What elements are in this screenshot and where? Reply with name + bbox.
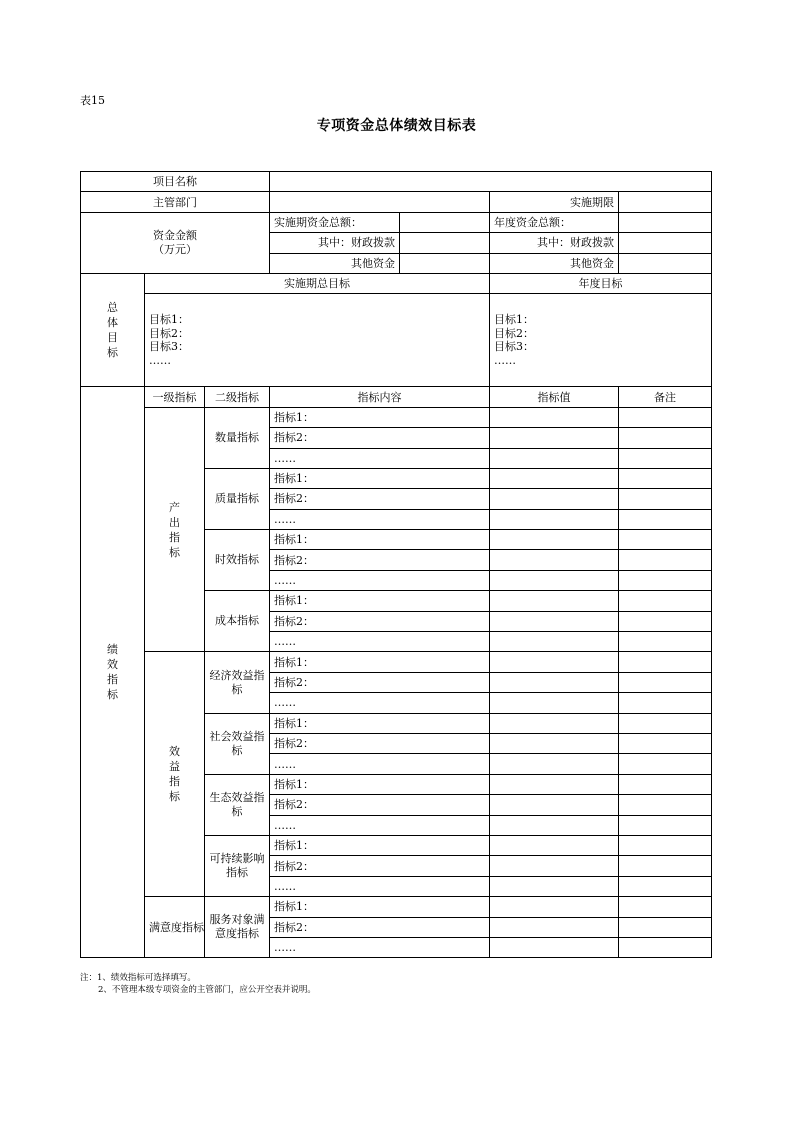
indicator-content-cell[interactable]: 指标1： (270, 530, 490, 550)
indicator-value-cell[interactable] (490, 611, 619, 631)
indicator-remark-cell[interactable] (619, 754, 712, 774)
indicator-remark-cell[interactable] (619, 835, 712, 855)
indicator-remark-cell[interactable] (619, 774, 712, 794)
indicator-remark-cell[interactable] (619, 448, 712, 468)
row-funds-total (81, 212, 712, 232)
label-other-period: 其他资金 (270, 253, 400, 273)
indicator-content-cell[interactable]: 指标2： (270, 489, 490, 509)
indicator-side-char: 绩 (107, 643, 118, 657)
indicator-remark-cell[interactable] (619, 815, 712, 835)
indicator-value-cell[interactable] (490, 632, 619, 652)
indicator-remark-cell[interactable] (619, 428, 712, 448)
level1-indicator-satisfaction: 满意度指标 (145, 897, 205, 958)
indicator-value-cell[interactable] (490, 815, 619, 835)
indicator-remark-cell[interactable] (619, 632, 712, 652)
indicator-remark-cell[interactable] (619, 713, 712, 733)
row-project-name (81, 172, 712, 192)
level2-indicator: 质量指标 (205, 468, 270, 529)
indicator-remark-cell[interactable] (619, 509, 712, 529)
value-other-period[interactable] (400, 253, 490, 273)
value-fiscal-annual[interactable] (619, 233, 712, 253)
table-body (81, 172, 712, 958)
indicator-content-cell[interactable]: 指标2： (270, 733, 490, 753)
header-remark: 备注 (619, 387, 712, 407)
level2-indicator: 生态效益指标 (205, 774, 270, 835)
level1-char: 益 (169, 760, 180, 774)
indicator-remark-cell[interactable] (619, 795, 712, 815)
level1-indicator-1 (145, 652, 205, 897)
indicator-value-cell[interactable] (490, 489, 619, 509)
indicator-content-cell[interactable]: …… (270, 693, 490, 713)
indicator-remark-cell[interactable] (619, 570, 712, 590)
goal-item: …… (494, 353, 517, 367)
indicator-content-cell[interactable]: 指标1： (270, 652, 490, 672)
footnote-2: 2、不管理本级专项资金的主管部门，应公开空表并说明。 (98, 985, 316, 995)
indicator-remark-cell[interactable] (619, 652, 712, 672)
indicator-remark-cell[interactable] (619, 407, 712, 427)
level1-char: 标 (169, 545, 180, 559)
performance-target-table (80, 171, 712, 958)
indicator-value-cell[interactable] (490, 754, 619, 774)
indicator-value-cell[interactable] (490, 835, 619, 855)
annual-goal-header: 年度目标 (490, 273, 712, 293)
level1-indicator-0 (145, 407, 205, 652)
value-project-name[interactable] (270, 172, 712, 192)
label-funds (81, 212, 270, 273)
indicator-content-cell[interactable]: 指标2： (270, 550, 490, 570)
label-annual-funds: 年度资金总额： (490, 212, 619, 232)
value-department[interactable] (270, 192, 490, 212)
indicator-value-cell[interactable] (490, 774, 619, 794)
indicator-value-cell[interactable] (490, 550, 619, 570)
label-total-period-funds: 实施期资金总额： (270, 212, 400, 232)
indicator-remark-cell[interactable] (619, 672, 712, 692)
indicator-remark-cell[interactable] (619, 917, 712, 937)
performance-indicator-side-label (81, 387, 145, 958)
goal-side-char: 体 (107, 316, 118, 330)
period-goal-content[interactable] (145, 294, 490, 387)
indicator-value-cell[interactable] (490, 856, 619, 876)
indicator-value-cell[interactable] (490, 428, 619, 448)
level2-indicator: 可持续影响指标 (205, 835, 270, 896)
label-period: 实施期限 (490, 192, 619, 212)
level2-indicator: 成本指标 (205, 591, 270, 652)
level1-char: 产 (169, 500, 180, 514)
indicator-remark-cell[interactable] (619, 468, 712, 488)
indicator-content-cell[interactable]: 指标1： (270, 468, 490, 488)
indicator-value-cell[interactable] (490, 530, 619, 550)
indicator-content-cell[interactable]: …… (270, 815, 490, 835)
indicator-content-cell[interactable]: …… (270, 570, 490, 590)
indicator-value-cell[interactable] (490, 713, 619, 733)
indicator-remark-cell[interactable] (619, 611, 712, 631)
indicator-content-cell[interactable]: …… (270, 509, 490, 529)
indicator-value-cell[interactable] (490, 917, 619, 937)
table-row (81, 652, 712, 672)
header-level2: 二级指标 (205, 387, 270, 407)
indicator-value-cell[interactable] (490, 468, 619, 488)
indicator-value-cell[interactable] (490, 795, 619, 815)
indicator-value-cell[interactable] (490, 448, 619, 468)
indicator-content-cell[interactable]: …… (270, 448, 490, 468)
footnotes (80, 972, 316, 996)
indicator-content-cell[interactable]: 指标2： (270, 917, 490, 937)
indicator-content-cell[interactable]: 指标1： (270, 407, 490, 427)
level2-indicator: 时效指标 (205, 530, 270, 591)
value-other-annual[interactable] (619, 253, 712, 273)
value-period[interactable] (619, 192, 712, 212)
indicator-content-cell[interactable]: 指标2： (270, 795, 490, 815)
table-row (81, 407, 712, 427)
goal-item: 目标3： (494, 340, 535, 354)
indicator-remark-cell[interactable] (619, 550, 712, 570)
level1-char: 指 (169, 775, 180, 789)
indicator-remark-cell[interactable] (619, 876, 712, 896)
goal-side-char: 总 (107, 301, 118, 315)
table-number: 表15 (80, 94, 105, 107)
period-goal-header: 实施期总目标 (145, 273, 490, 293)
indicator-remark-cell[interactable] (619, 591, 712, 611)
indicator-value-cell[interactable] (490, 672, 619, 692)
header-value: 指标值 (490, 387, 619, 407)
row-goal-content (81, 294, 712, 387)
goal-item: 目标3： (149, 340, 189, 354)
label-other-annual: 其他资金 (490, 253, 619, 273)
label-fiscal-annual: 其中：财政拨款 (490, 233, 619, 253)
indicator-value-cell[interactable] (490, 652, 619, 672)
level2-indicator: 数量指标 (205, 407, 270, 468)
value-annual-funds[interactable] (619, 212, 712, 232)
indicator-content-cell[interactable]: 指标1： (270, 713, 490, 733)
header-content: 指标内容 (270, 387, 490, 407)
goal-side-char: 目 (107, 331, 118, 345)
indicator-content-cell[interactable]: 指标2： (270, 428, 490, 448)
level1-char: 指 (169, 530, 180, 544)
value-fiscal-period[interactable] (400, 233, 490, 253)
indicator-remark-cell[interactable] (619, 937, 712, 957)
indicator-value-cell[interactable] (490, 570, 619, 590)
indicator-value-cell[interactable] (490, 876, 619, 896)
funds-label: 资金金额 (153, 228, 198, 242)
indicator-side-char: 指 (107, 673, 118, 687)
overall-goal-side-label (81, 273, 145, 386)
label-project-name: 项目名称 (81, 172, 270, 192)
level2-indicator-satisfaction: 服务对象满意度指标 (205, 897, 270, 958)
indicator-remark-cell[interactable] (619, 489, 712, 509)
indicator-value-cell[interactable] (490, 407, 619, 427)
indicator-value-cell[interactable] (490, 733, 619, 753)
indicator-value-cell[interactable] (490, 591, 619, 611)
footnote-1: 注：1、绩效指标可选择填写。 (80, 973, 196, 983)
indicator-remark-cell[interactable] (619, 897, 712, 917)
indicator-remark-cell[interactable] (619, 693, 712, 713)
indicator-content-cell[interactable]: …… (270, 754, 490, 774)
document-title: 专项资金总体绩效目标表 (316, 118, 477, 134)
indicator-value-cell[interactable] (490, 897, 619, 917)
indicator-content-cell[interactable]: …… (270, 937, 490, 957)
funds-unit: （万元） (153, 242, 198, 256)
level2-indicator: 社会效益指标 (205, 713, 270, 774)
value-total-period-funds[interactable] (400, 212, 490, 232)
indicator-content-cell[interactable]: 指标1： (270, 835, 490, 855)
indicator-remark-cell[interactable] (619, 856, 712, 876)
indicator-content-cell[interactable]: 指标2： (270, 672, 490, 692)
table-row (81, 897, 712, 917)
indicator-remark-cell[interactable] (619, 530, 712, 550)
level1-char: 出 (169, 515, 180, 529)
indicator-content-cell[interactable]: …… (270, 876, 490, 896)
row-department (81, 192, 712, 212)
label-department: 主管部门 (81, 192, 270, 212)
header-level1: 一级指标 (145, 387, 205, 407)
indicator-content-cell[interactable]: …… (270, 632, 490, 652)
indicator-content-cell[interactable]: 指标2： (270, 856, 490, 876)
row-goal-headers (81, 273, 712, 293)
indicator-value-cell[interactable] (490, 693, 619, 713)
annual-goal-content[interactable] (490, 294, 712, 387)
goal-item: 目标1： (494, 313, 535, 327)
row-indicator-headers (81, 387, 712, 407)
indicator-content-cell[interactable]: 指标1： (270, 774, 490, 794)
goal-side-char: 标 (107, 346, 118, 360)
label-fiscal-period: 其中：财政拨款 (270, 233, 400, 253)
goal-item: 目标1： (149, 313, 189, 327)
indicator-remark-cell[interactable] (619, 733, 712, 753)
indicator-content-cell[interactable]: 指标2： (270, 611, 490, 631)
indicator-side-char: 效 (107, 658, 118, 672)
level1-char: 效 (169, 745, 180, 759)
indicator-content-cell[interactable]: 指标1： (270, 591, 490, 611)
indicator-content-cell[interactable]: 指标1： (270, 897, 490, 917)
level1-char: 标 (169, 790, 180, 804)
indicator-value-cell[interactable] (490, 509, 619, 529)
goal-item: 目标2： (494, 326, 535, 340)
indicator-side-char: 标 (107, 688, 118, 702)
goal-item: …… (149, 353, 171, 367)
indicator-value-cell[interactable] (490, 937, 619, 957)
level2-indicator: 经济效益指标 (205, 652, 270, 713)
goal-item: 目标2： (149, 326, 189, 340)
